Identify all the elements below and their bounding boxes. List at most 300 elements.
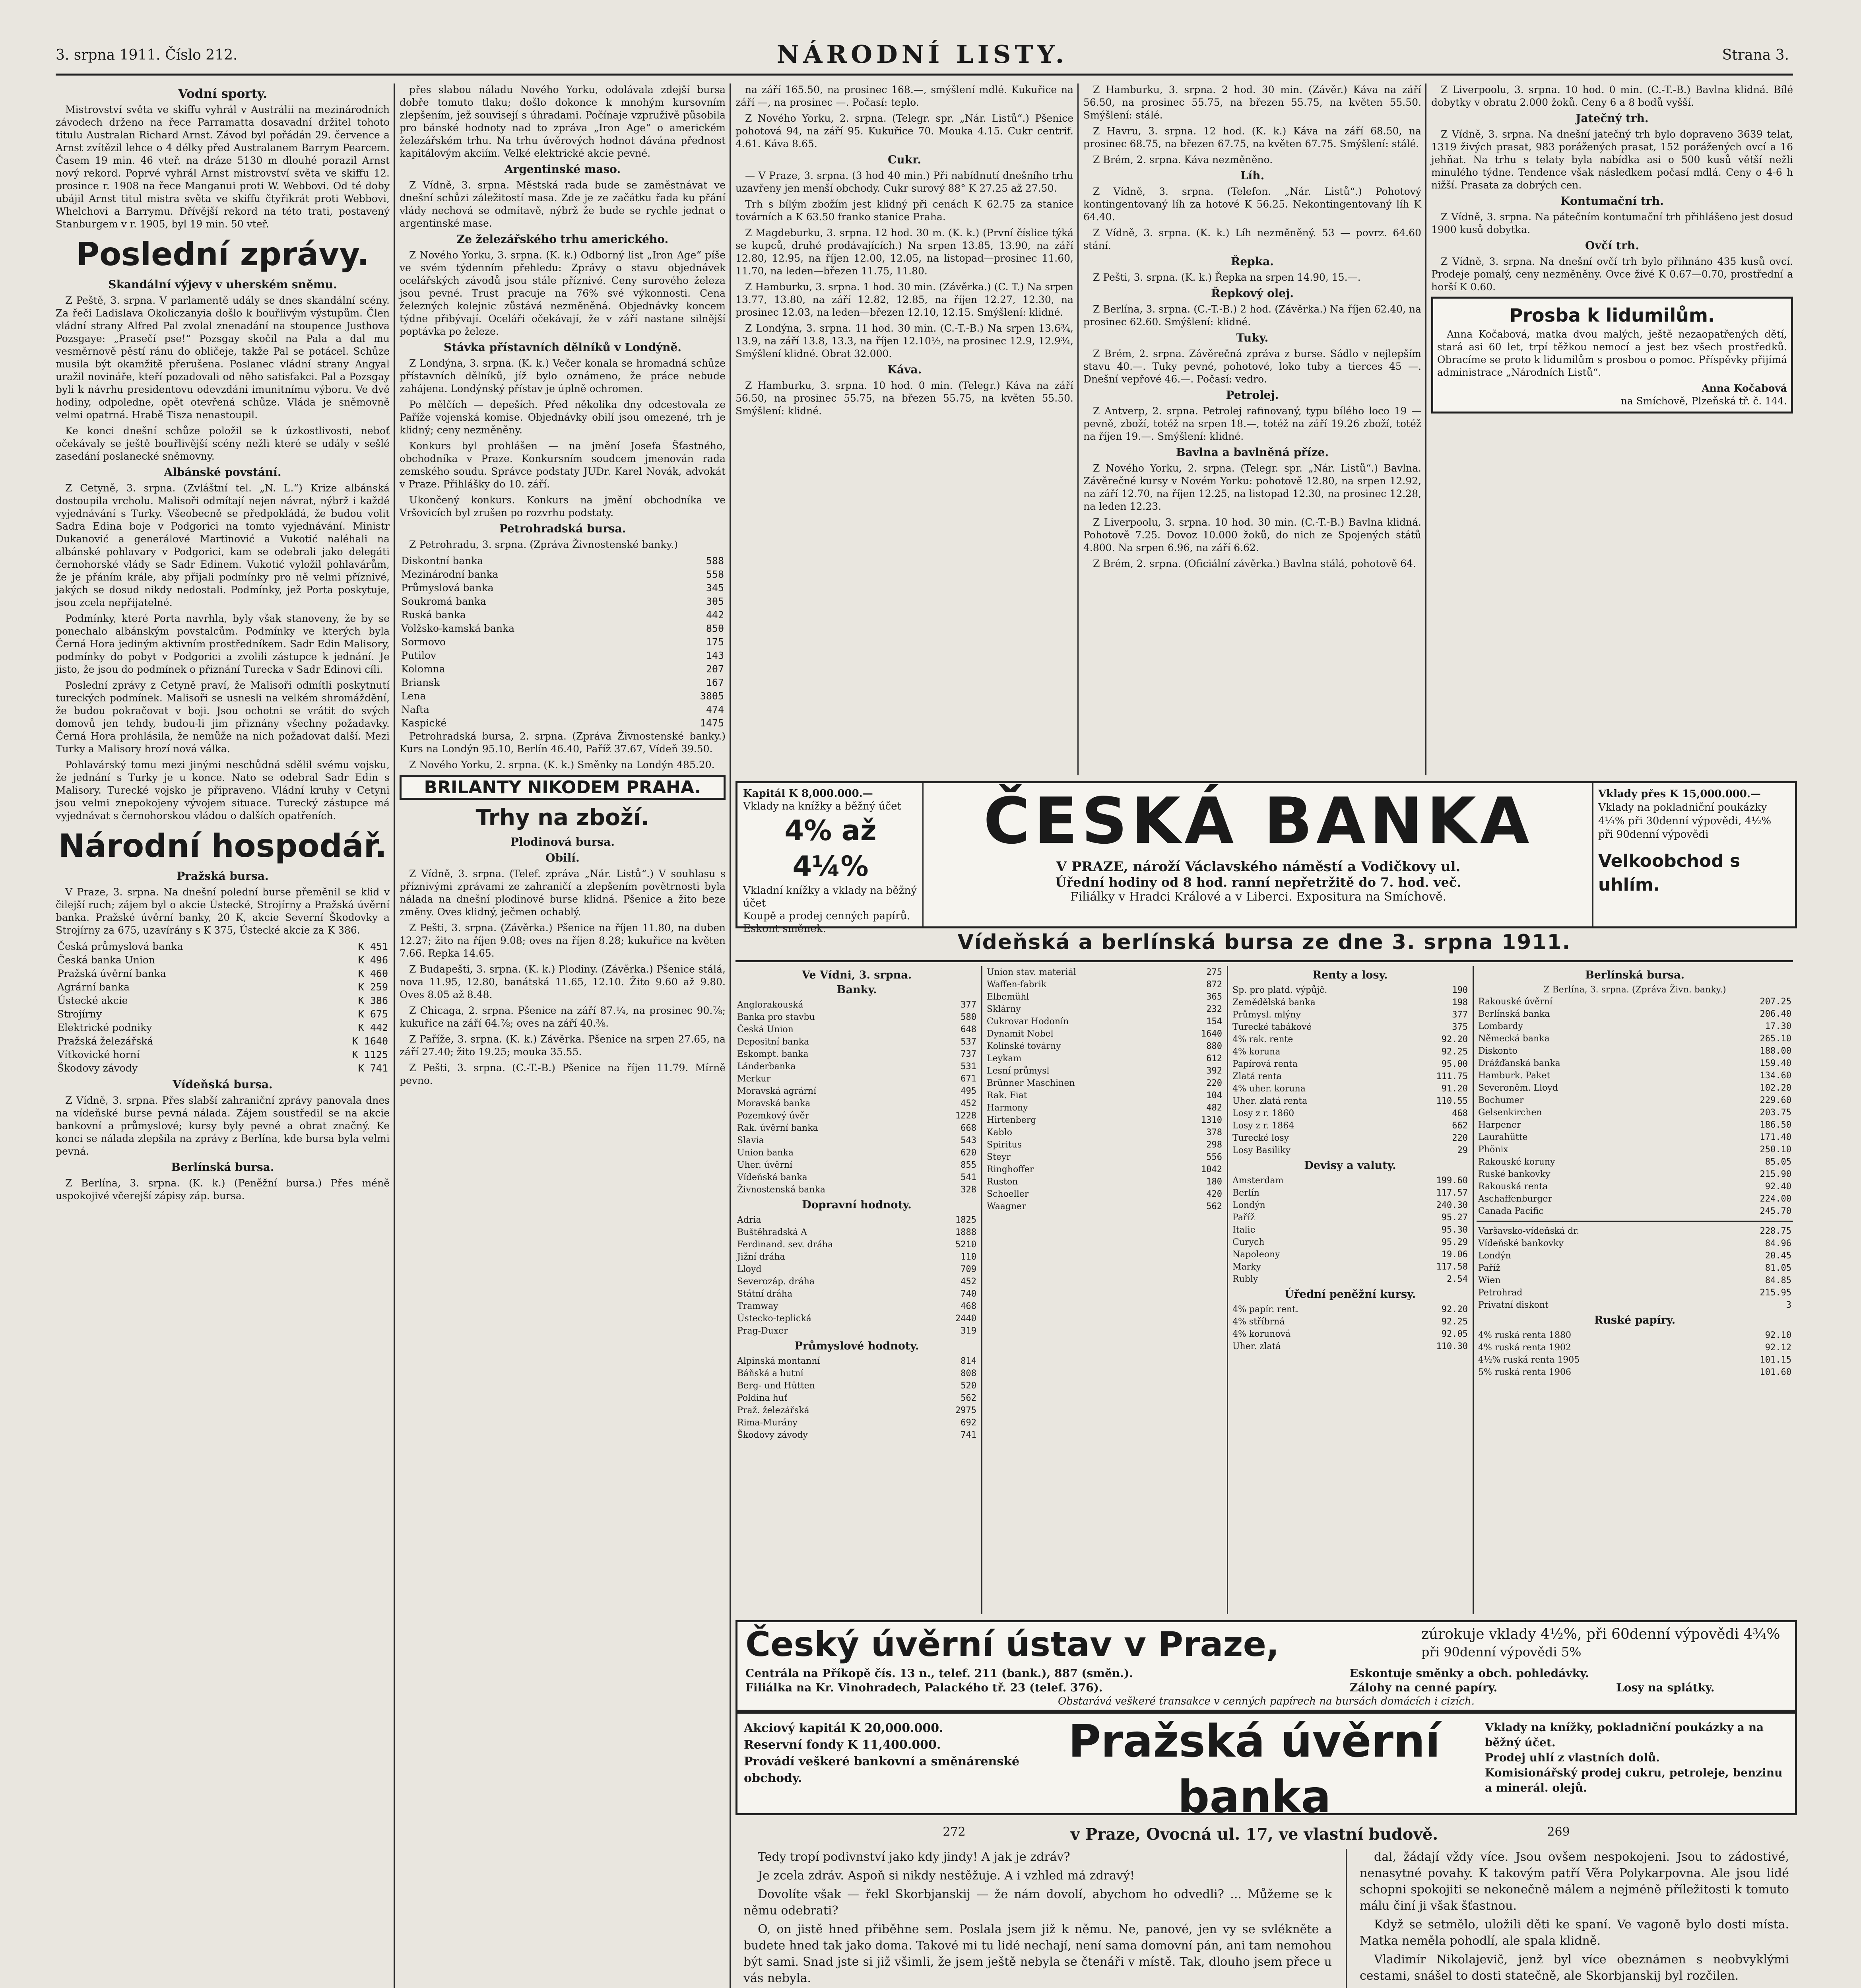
oil-heading: Řepkový olej.: [1211, 287, 1294, 300]
table-cell: K 442: [358, 1022, 388, 1033]
currencies-table: [1231, 1175, 1469, 1285]
table-cell: Merkur: [737, 1074, 771, 1084]
ad-center-block: [928, 783, 1588, 904]
berlin-table-heading: Berlínská bursa.: [1585, 969, 1684, 981]
table-cell: Volžsko-kamská banka: [401, 623, 515, 634]
ad-capital: Kapitál K 8,000.000.—: [743, 788, 873, 800]
table-cell: 452: [961, 1277, 976, 1287]
sugar-paragraph-2: Trh s bílým zbožím jest klidný při cenách K 62.75 za stanice továrních a K 63.50 franko stanice Praha.: [735, 198, 1073, 223]
table-cell: 198: [1452, 998, 1468, 1008]
table-row: [985, 1052, 1224, 1065]
prague-exchange-heading: Pražská bursa.: [177, 870, 269, 883]
table-row: [1477, 1033, 1793, 1045]
table-cell: 668: [961, 1123, 976, 1133]
russian-papers-table: [1477, 1329, 1793, 1378]
nikodem-advertisement: BRILANTY NIKODEM PRAHA.: [400, 775, 726, 800]
table-cell: 880: [1206, 1041, 1222, 1051]
table-cell: 392: [1206, 1066, 1222, 1076]
table-cell: Privatní diskont: [1478, 1300, 1549, 1310]
table-cell: 5210: [955, 1240, 976, 1250]
ad-notice-rates: 4¼% při 30denní výpovědi, 4½% při 90denní výpovědi: [1598, 815, 1772, 841]
table-cell: Diskontní banka: [401, 555, 483, 567]
market-paragraph-2: Z Pešti, 3. srpna. (Závěrka.) Pšenice na říjen 11.80, na duben 12.27; žito na říjen 9.08; oves na říjen 8.28; kukuřice na květen 7.66. Repka 14.65.: [400, 922, 726, 959]
table-cell: Ústecké akcie: [57, 995, 128, 1006]
table-row: [1477, 1082, 1793, 1094]
table-cell: 562: [1206, 1202, 1222, 1211]
table-cell: Depositní banka: [737, 1037, 809, 1047]
table-cell: K 1640: [352, 1035, 388, 1047]
table-row: [1477, 1262, 1793, 1274]
table-row: [56, 1048, 390, 1062]
table-cell: Elbemühl: [987, 992, 1029, 1002]
table-cell: Leykam: [987, 1054, 1022, 1064]
table-row: [735, 1312, 978, 1325]
table-cell: Severozáp. dráha: [737, 1277, 815, 1287]
table-cell: 4% stříbrná: [1232, 1317, 1285, 1327]
column-divider: [730, 83, 731, 1988]
table-cell: 855: [961, 1160, 976, 1170]
table-cell: 180: [1206, 1177, 1222, 1187]
albania-heading: Albánské povstání.: [164, 466, 281, 479]
story-paragraph: O, on jistě hned přiběhne sem. Poslala jsem již k němu. Ne, panové, jen vy se svlékněte a budete hned tak jako doma. Takové mi tu lidé nechají, není sama domovní pán, ani tam nemohou být sami. Snad jste si již všimli, že jsem ještě nebyla se čtenáři v místě. Tak, dlouho jsem přece u vás nebyla.: [743, 1922, 1332, 1985]
sugar-paragraph-3: Z Magdeburku, 3. srpna. 12 hod. 30 m. (K. k.) (První číslice týká se kupců, druhé prodávajících.) Na srpen 13.85, 13.90, na září 12.80, 12.95, na říjen 12.00, 12.05, na listopad—prosinec 11.60, 11.70, na leden—březen 11.75, 11.80.: [735, 227, 1073, 277]
table-cell: 4½% ruská renta 1905: [1478, 1355, 1580, 1365]
page-header: [56, 40, 1789, 72]
table-cell: 91.20: [1441, 1084, 1468, 1094]
table-row: [1231, 1273, 1469, 1285]
table-cell: 4% rak. rente: [1232, 1035, 1293, 1044]
table-cell: 224.00: [1760, 1194, 1791, 1204]
table-row: [985, 1188, 1224, 1200]
table-cell: 482: [1206, 1103, 1222, 1113]
table-cell: 377: [1452, 1010, 1468, 1020]
table-cell: Tramway: [737, 1301, 778, 1311]
table-row: [735, 1239, 978, 1251]
table-row: [1231, 1224, 1469, 1236]
ad-cash-vouchers: Vklady na pokladniční poukázky: [1598, 802, 1767, 813]
vienna-exchange-paragraph: Z Vídně, 3. srpna. Přes slabší zahraniční zprávy panovala dnes na vídeňské burse pevná nálada. Zájem soustředil se na akcie bankovní a průmyslové; kursy byly pevné a obrat značný. Ke konci se nálada zlepšila na zprávy z Berlína, kde bursa byla velmi pevná.: [56, 1095, 390, 1157]
table-cell: Jižní dráha: [737, 1252, 785, 1262]
table-cell: 808: [961, 1369, 976, 1378]
feuilleton-divider: [1346, 1849, 1347, 1988]
table-row: [1231, 1021, 1469, 1033]
table-cell: Paříž: [1232, 1213, 1255, 1223]
spirit-paragraph-1: Z Vídně, 3. srpna. (Telefon. „Nár. Listů“.) Pohotový kontingentovaný líh za hotové K 56.25. Nekontingentovaný líh K 64.40.: [1083, 186, 1421, 223]
table-cell: Lombardy: [1478, 1021, 1523, 1031]
table-row: [1477, 996, 1793, 1008]
table-cell: 377: [961, 1000, 976, 1010]
table-cell: 245.70: [1760, 1206, 1791, 1216]
table-cell: Papírová renta: [1232, 1059, 1298, 1069]
table-cell: Škodovy závody: [737, 1430, 808, 1440]
table-row: [1477, 1045, 1793, 1057]
table-row: [1477, 1237, 1793, 1250]
table-cell: Petrohrad: [1478, 1288, 1523, 1298]
table-cell: 95.00: [1441, 1059, 1468, 1069]
table-row: [735, 999, 978, 1011]
table-cell: 612: [1206, 1054, 1222, 1064]
table-cell: Uher. úvěrní: [737, 1160, 793, 1170]
banks-heading: Banky.: [836, 984, 877, 996]
table-cell: 101.60: [1760, 1367, 1791, 1377]
table-cell: Báňská a hutní: [737, 1369, 803, 1378]
table-cell: 175: [706, 636, 724, 648]
table-cell: Losy Basiliky: [1232, 1145, 1291, 1155]
table-cell: Vídeňské bankovky: [1478, 1239, 1564, 1248]
table-row: [735, 1159, 978, 1171]
table-cell: Italie: [1232, 1225, 1256, 1235]
table-cell: Pozemkový úvěr: [737, 1111, 809, 1121]
table-cell: Amsterdam: [1232, 1176, 1284, 1186]
table-cell: 85.05: [1765, 1157, 1791, 1167]
table-cell: 740: [961, 1289, 976, 1299]
table-row: [1231, 1144, 1469, 1157]
table-row: [735, 1325, 978, 1337]
table-cell: Berg- und Hütten: [737, 1381, 815, 1391]
uverni-ustav-transactions: Obstarává veškeré transakce v cenných papírech na bursách domácích i cizích.: [1058, 1695, 1475, 1707]
petersburg-table: [400, 554, 726, 730]
table-row: [56, 980, 390, 994]
table-cell: 190: [1452, 985, 1468, 995]
berlin-exchange-paragraph: Z Berlína, 3. srpna. (K. k.) (Peněžní bursa.) Přes méně uspokojivé včerejší zápisy záp. bursa.: [56, 1177, 390, 1202]
petroleum-paragraph: Z Antverp, 2. srpna. Petrolej rafinovaný, typu bílého loco 19 — pevně, zboží, totéž na srpen 18.—, totéž na září 19.26 zboží, totéž na říjen 19.—. Smýšlení: klidné.: [1083, 405, 1421, 442]
table-cell: Ferdinand. sev. dráha: [737, 1240, 833, 1250]
table-cell: Mezinárodní banka: [401, 569, 499, 580]
table-row: [735, 1073, 978, 1085]
table-row: [1231, 1328, 1469, 1340]
table-cell: 537: [961, 1037, 976, 1047]
table-cell: 588: [706, 555, 724, 567]
uverni-ustav-central: Centrála na Příkopě čís. 13 n., telef. 211 (bank.), 887 (směn.).: [745, 1667, 1133, 1680]
table-cell: Živnostenská banka: [737, 1185, 826, 1195]
table-cell: Briansk: [401, 677, 440, 688]
economy-heading: Národní hospodář.: [58, 827, 387, 864]
table-cell: 378: [1206, 1128, 1222, 1138]
feuilleton-page-number-right: 269: [1547, 1825, 1570, 1839]
uverni-ustav-advances: Zálohy na cenné papíry.: [1350, 1681, 1498, 1694]
new-york-paragraph: Z Nového Yorku, 2. srpna. (K. k.) Směnky na Londýn 485.20.: [409, 759, 715, 771]
table-row: [735, 1300, 978, 1312]
column-1: [56, 83, 390, 1988]
table-row: [1231, 1058, 1469, 1070]
table-row: [1231, 1046, 1469, 1058]
table-row: [735, 1251, 978, 1263]
london-strike-paragraph: Z Londýna, 3. srpna. (K. k.) Večer konala se hromadná schůze přístavních dělníků, jíž bylo oznámeno, že práce nebude zahájena. Londýnský přístav je úplně ochromen.: [400, 357, 726, 394]
table-cell: Sp. pro platd. výpůjč.: [1232, 985, 1327, 995]
table-cell: Kolínské továrny: [987, 1041, 1061, 1051]
table-cell: 305: [706, 596, 724, 607]
sugar-heading: Cukr.: [888, 153, 921, 166]
table-row: [735, 1011, 978, 1023]
table-cell: Zlatá renta: [1232, 1072, 1282, 1081]
spirit-heading: Líh.: [1240, 169, 1265, 182]
table-cell: 2440: [955, 1314, 976, 1324]
table-cell: Kablo: [987, 1128, 1012, 1138]
rents-heading: Renty a losy.: [1312, 969, 1388, 981]
table-cell: 345: [706, 582, 724, 594]
table-cell: Hamburk. Paket: [1478, 1071, 1551, 1081]
table-cell: 1042: [1201, 1165, 1222, 1175]
table-cell: Sklárny: [987, 1004, 1021, 1014]
table-cell: 4% korunová: [1232, 1329, 1291, 1339]
slaughter-market-heading: Jatečný trh.: [1576, 112, 1649, 125]
table-row: [1231, 1095, 1469, 1107]
table-cell: Diskonto: [1478, 1046, 1518, 1056]
column-5: [1431, 83, 1793, 775]
table-cell: 220: [1452, 1133, 1468, 1143]
table-row: [985, 966, 1224, 978]
table-row: [400, 635, 726, 649]
table-cell: 562: [961, 1393, 976, 1403]
sugar-paragraph-1: — V Praze, 3. srpna. (3 hod 40 min.) Při nabídnutí dnešního trhu uzavřeny jen menší obchody. Cukr surový 88° K 27.25 až 27.50.: [735, 170, 1073, 194]
table-cell: Soukromá banka: [401, 596, 487, 607]
argentine-meat-paragraph: Z Vídně, 3. srpna. Městská rada bude se zaměstnávat ve dnešní schůzi záležitostí masa. Zde je ze začátku řada ku přání vlády nechová se odmítavě, nýbrž že bude se rychle jednat o argentinské mase.: [400, 179, 726, 229]
table-cell: 3805: [700, 690, 724, 702]
table-cell: 620: [961, 1148, 976, 1158]
albania-paragraph-4: Pohlavárský tomu mezi jinými neschůdná sdělil svému vojsku, že jednání s Turky je u konce. Nato se odebral Sadr Edin s Malisory. Turecké vojsko je připraveno. Vládní kruhy v Cetyni jsou velmi znepokojeny vývojem situace. Turecký zástupce má vyjednávat s černohorskou vládou o dalších opatřeních.: [56, 759, 390, 821]
uverni-ustav-name: Český úvěrní ústav v Praze,: [745, 1625, 1279, 1664]
table-cell: Uher. zlatá: [1232, 1342, 1281, 1351]
table-cell: Rima-Murány: [737, 1418, 798, 1428]
table-cell: Schoeller: [987, 1189, 1029, 1199]
table-row: [985, 1065, 1224, 1077]
table-row: [735, 1147, 978, 1159]
table-cell: Průmyslová banka: [401, 582, 494, 594]
table-row: [985, 1089, 1224, 1102]
quarantine-market-paragraph: Z Vídně, 3. srpna. Na pátečním kontumační trh přihlášeno jest dosud 1900 kusů dobytka.: [1431, 211, 1793, 235]
table-row: [985, 1151, 1224, 1163]
table-row: [400, 676, 726, 689]
table-row: [735, 1214, 978, 1226]
slaughter-market-paragraph: Z Vídně, 3. srpna. Na dnešní jatečný trh bylo dopraveno 3639 telat, 1319 živých prasat, 983 porážených prasat, 152 porážených ovcí a 16 jehňat. Na trhu s telaty byla nabídka asi o 500 kusů větší nežli minulého týdne. Tendence však následkem počasí mdlá. Ceny o 4-6 h nižší. Prasata za dobrých cen.: [1431, 128, 1793, 191]
table-cell: Moravská banka: [737, 1099, 811, 1109]
table-row: [400, 662, 726, 676]
table-cell: Turecké tabákové: [1232, 1022, 1312, 1032]
column-4: [1083, 83, 1421, 775]
table-cell: 95.29: [1441, 1237, 1468, 1247]
table-row: [1477, 1299, 1793, 1311]
ceska-banka-address: V PRAZE, nároží Václavského náměstí a Vodičkovy ul.: [1056, 859, 1461, 875]
table-row: [1477, 1329, 1793, 1342]
cotton-paragraph-4: Z Liverpoolu, 3. srpna. 10 hod. 0 min. (C.-T.-B.) Bavlna klidná. Bílé dobytky v obratu 2.000 žoků. Ceny 6 a 8 bodů vyšší.: [1431, 84, 1793, 108]
table-row: [1231, 984, 1469, 996]
table-cell: Severoněm. Lloyd: [1478, 1083, 1558, 1093]
feuilleton-left-page: [743, 1849, 1332, 1988]
berlin-exchange-heading: Berlínská bursa.: [171, 1161, 274, 1174]
table-cell: 4% papír. rent.: [1232, 1305, 1298, 1314]
table-cell: 110.55: [1436, 1096, 1468, 1106]
table-cell: Wien: [1478, 1276, 1501, 1285]
table-row: [735, 1048, 978, 1060]
table-cell: Německá banka: [1478, 1034, 1550, 1044]
column-divider: [981, 966, 982, 1614]
table-cell: Napoleony: [1232, 1250, 1280, 1260]
argentine-meat-heading: Argentinské maso.: [504, 163, 621, 176]
table-row: [735, 1122, 978, 1134]
table-row: [400, 716, 726, 730]
column-divider: [1425, 83, 1426, 775]
table-cell: Elektrické podniky: [57, 1022, 152, 1033]
table-row: [1477, 1342, 1793, 1354]
table-cell: 92.40: [1765, 1182, 1791, 1192]
table-cell: Moravská agrární: [737, 1086, 817, 1096]
story-paragraph: dal, žádají vždy více. Jsou ovšem nespokojeni. Jsou to zádostivé, nenasytné povahy. K takovým patří Věra Polykarpovna. Ale jsou lidé schopni spokojiti se nekonečně málem a nejméně příležitosti k tomuto málu činí ji však šťastnou.: [1360, 1850, 1789, 1913]
table-row: [1231, 1033, 1469, 1046]
table-row: [735, 1226, 978, 1239]
ceska-banka-branches: Filiálky v Hradci Králové a v Liberci. Expositura na Smíchově.: [1070, 890, 1447, 904]
table-cell: 84.85: [1765, 1276, 1791, 1285]
exchange-column-3: [1231, 966, 1469, 1614]
table-cell: 206.40: [1760, 1009, 1791, 1019]
header-rule: [56, 74, 1793, 76]
table-cell: 171.40: [1760, 1132, 1791, 1142]
table-row: [56, 1008, 390, 1021]
table-cell: 648: [961, 1025, 976, 1035]
table-cell: 4% ruská renta 1902: [1478, 1343, 1571, 1353]
table-cell: Slavia: [737, 1136, 764, 1145]
latest-news-heading: Poslední zprávy.: [76, 236, 369, 273]
table-cell: Uher. zlatá renta: [1232, 1096, 1308, 1106]
uverni-ustav-rates: zúrokuje vklady 4½%, při 60denní výpovědi 4¾%: [1421, 1626, 1780, 1642]
oil-paragraph: Z Berlína, 3. srpna. (C.-T.-B.) 2 hod. (Závěrka.) Na říjen 62.40, na prosinec 62.60. Smýšlení: klidné.: [1083, 303, 1421, 328]
table-row: [56, 940, 390, 953]
table-cell: Průmysl. mlýny: [1232, 1010, 1301, 1020]
table-row: [1477, 1180, 1793, 1193]
table-row: [735, 1367, 978, 1380]
exchange-title: Vídeňská a berlínská bursa ze dne 3. srpna 1911.: [957, 930, 1571, 954]
story-paragraph: [1360, 1986, 1789, 1988]
table-row: [1477, 1057, 1793, 1070]
table-row: [400, 703, 726, 716]
story-paragraph: Tedy tropí podivnství jako kdy jindy! A jak je zdráv?: [758, 1850, 1070, 1864]
prazska-reserve: Reservní fondy K 11,400.000.: [744, 1738, 941, 1752]
prazska-coal: Prodej uhlí z vlastních dolů.: [1485, 1751, 1660, 1764]
prazska-commission: Komisionářský prodej cukru, petroleje, benzinu a minerál. olejů.: [1485, 1766, 1783, 1794]
charity-address: na Smíchově, Plzeňská tř. č. 144.: [1620, 395, 1787, 407]
table-cell: Gelsenkirchen: [1478, 1108, 1542, 1118]
prazska-banka-address: v Praze, Ovocná ul. 17, ve vlastní budově.: [1070, 1825, 1438, 1844]
table-cell: Vítkovické horní: [57, 1049, 140, 1060]
table-cell: Alpinská montanní: [737, 1356, 820, 1366]
grain-paragraph: Po mělčích — depeších. Před několika dny odcestovala ze Paříže vojenská komise. Objednávky obilí jsou omezené, trh je klidný; ceny nezměněny.: [400, 399, 726, 436]
table-cell: 1310: [1201, 1115, 1222, 1125]
column-divider: [1077, 83, 1079, 775]
masthead-title: NÁRODNÍ LISTY.: [776, 40, 1068, 69]
table-cell: 92.12: [1765, 1343, 1791, 1353]
exchange-column-2: [985, 966, 1224, 1614]
table-cell: 84.96: [1765, 1239, 1791, 1248]
table-row: [400, 554, 726, 568]
table-cell: 1825: [955, 1215, 976, 1225]
ceska-banka-name: ČESKÁ BANKA: [983, 784, 1533, 858]
table-cell: 92.05: [1441, 1329, 1468, 1339]
table-cell: K 741: [358, 1062, 388, 1074]
table-cell: 872: [1206, 980, 1222, 990]
table-row: [985, 1139, 1224, 1151]
table-cell: 275: [1206, 967, 1222, 977]
header-date: 3. srpna 1911. Číslo 212.: [56, 47, 238, 63]
berlin-table-2: [1477, 1225, 1793, 1311]
table-row: [1231, 1211, 1469, 1224]
table-cell: 737: [961, 1049, 976, 1059]
sugar-paragraph-4: Z Hamburku, 3. srpna. 1 hod. 30 min. (Závěrka.) (C. T.) Na srpen 13.77, 13.80, na září 12.82, 12.85, na říjen 12.27, 12.30, na prosinec 12.03, na leden—březen 12.10, 12.15. Smýšlení: klidné.: [735, 281, 1073, 318]
table-cell: 104: [1206, 1091, 1222, 1101]
cotton-paragraph-1: Z Nového Yorku, 2. srpna. (Telegr. spr. „Nár. Listů“.) Bavlna. Závěrečné kursy v Novém Yorku: pohotově 12.80, na srpen 12.92, na září 12.70, na říjen 12.25, na listopad 12.30, na prosinec 12.28, na leden 12.23.: [1083, 462, 1421, 512]
table-row: [1477, 1250, 1793, 1262]
table-cell: Škodovy závody: [57, 1062, 138, 1074]
ad-left-block: [743, 787, 918, 935]
coffee-heading: Káva.: [887, 363, 922, 376]
market-paragraph-4: Z Chicaga, 2. srpna. Pšenice na září 87.¼, na prosinec 90.⅞; kukuřice na září 64.⅞; oves na září 40.⅜.: [400, 1005, 726, 1029]
table-cell: Sormovo: [401, 636, 446, 648]
column-divider: [394, 83, 395, 1988]
table-row: [735, 1380, 978, 1392]
table-cell: 159.40: [1760, 1058, 1791, 1068]
table-cell: K 386: [358, 995, 388, 1006]
petersburg-exchange-paragraph: Z Petrohradu, 3. srpna. (Zpráva Živnostenské banky.): [409, 539, 678, 550]
scandal-paragraph-2: Ke konci dnešní schůze položil se k úzkostlivosti, neboť očekávaly se ještě bouřlivější scény nežli které se udály v sešlé zasedání poslanecké sněmovny.: [56, 425, 390, 462]
table-row: [1231, 1175, 1469, 1187]
table-cell: Losy z r. 1860: [1232, 1109, 1294, 1118]
iron-market-heading: Ze železářského trhu amerického.: [456, 233, 669, 246]
table-cell: Státní dráha: [737, 1289, 793, 1299]
uverni-ustav-advertisement: [735, 1620, 1797, 1712]
table-row: [1231, 1187, 1469, 1199]
table-cell: Berlínská banka: [1478, 1009, 1550, 1019]
table-row: [1477, 1225, 1793, 1237]
table-cell: 81.05: [1765, 1263, 1791, 1273]
table-cell: 95.27: [1441, 1213, 1468, 1223]
table-row: [1477, 1008, 1793, 1020]
table-cell: Praž. železářská: [737, 1406, 809, 1415]
table-cell: 328: [961, 1185, 976, 1195]
table-cell: 662: [1452, 1121, 1468, 1131]
table-cell: Lesní průmysl: [987, 1066, 1050, 1076]
sugar-paragraph-5: Z Londýna, 3. srpna. 11 hod. 30 min. (C.-T.-B.) Na srpen 13.6¾, 13.9, na září 13.8, 13.3, na říjen 12.10½, na prosinec 12.9, 12.9¾, Smýšlení klidné. Obrat 32.000.: [735, 322, 1073, 359]
table-row: [1477, 1168, 1793, 1180]
table-cell: Eskompt. banka: [737, 1049, 809, 1059]
table-cell: 92.25: [1441, 1047, 1468, 1057]
table-cell: 495: [961, 1086, 976, 1096]
table-cell: 250.10: [1760, 1145, 1791, 1155]
market-paragraph-5: Z Paříže, 3. srpna. (K. k.) Závěrka. Pšenice na srpen 27.65, na září 27.40; žito 19.25; mouka 35.55.: [400, 1033, 726, 1058]
table-row: [1477, 1020, 1793, 1033]
table-row: [1477, 1205, 1793, 1217]
petersburg-exchange-heading: Petrohradská bursa.: [499, 522, 626, 535]
sheep-market-paragraph: Z Vídně, 3. srpna. Na dnešní ovčí trh bylo přihnáno 435 kusů ovcí. Prodeje pomalý, ceny nezměněny. Ovce živé K 0.67—0.70, prostřední a horší K 0.60.: [1431, 256, 1793, 293]
iron-market-paragraph: Z Nového Yorku, 3. srpna. (K. k.) Odborný list „Iron Age“ píše ve svém týdenním přehledu: Zprávy o stavu objednávek ocelářských závodů jsou stále příznivé. Ceny surového železa jsou pevné. Trust pracuje na 76% své výkonnosti. Cena železných kolejnic zůstává nezměněná. Objednávky koncem týdne přibývají. Oceláři očekávají, že v září nastane silnější poptávka po železe.: [400, 249, 726, 337]
table-cell: Agrární banka: [57, 981, 130, 993]
table-cell: Lloyd: [737, 1264, 762, 1274]
table-cell: Rubly: [1232, 1274, 1258, 1284]
table-cell: Laurahütte: [1478, 1132, 1528, 1142]
table-cell: 850: [706, 623, 724, 634]
vienna-heading: Ve Vídni, 3. srpna.: [801, 969, 912, 981]
header-page-number: Strana 3.: [1722, 47, 1789, 63]
table-row: [1477, 1070, 1793, 1082]
market-paragraph-6: Z Pešti, 3. srpna. (C.-T.-B.) Pšenice na říjen 11.79. Mírně pevno.: [400, 1062, 726, 1086]
rapeseed-paragraph: Z Pešti, 3. srpna. (K. k.) Řepka na srpen 14.90, 15.—.: [1093, 272, 1361, 283]
table-cell: Waagner: [987, 1202, 1026, 1211]
story-paragraph: Když se setmělo, uložili děti ke spaní. Ve vagoně bylo dosti místa. Matka neměla pohodlí, ale spala klidně.: [1360, 1918, 1789, 1948]
ended-bankruptcy-paragraph: Ukončený konkurs. Konkurs na jmění obchodníka ve Vršovicích byl zrušen po rozvrhu podstaty.: [400, 494, 726, 518]
table-cell: 420: [1206, 1189, 1222, 1199]
commodity-markets-heading: Trhy na zboží.: [475, 805, 650, 831]
table-row: [735, 1171, 978, 1184]
exchange-column-4: [1477, 966, 1793, 1614]
prague-exchange-table: [56, 940, 390, 1075]
table-cell: 709: [961, 1264, 976, 1274]
